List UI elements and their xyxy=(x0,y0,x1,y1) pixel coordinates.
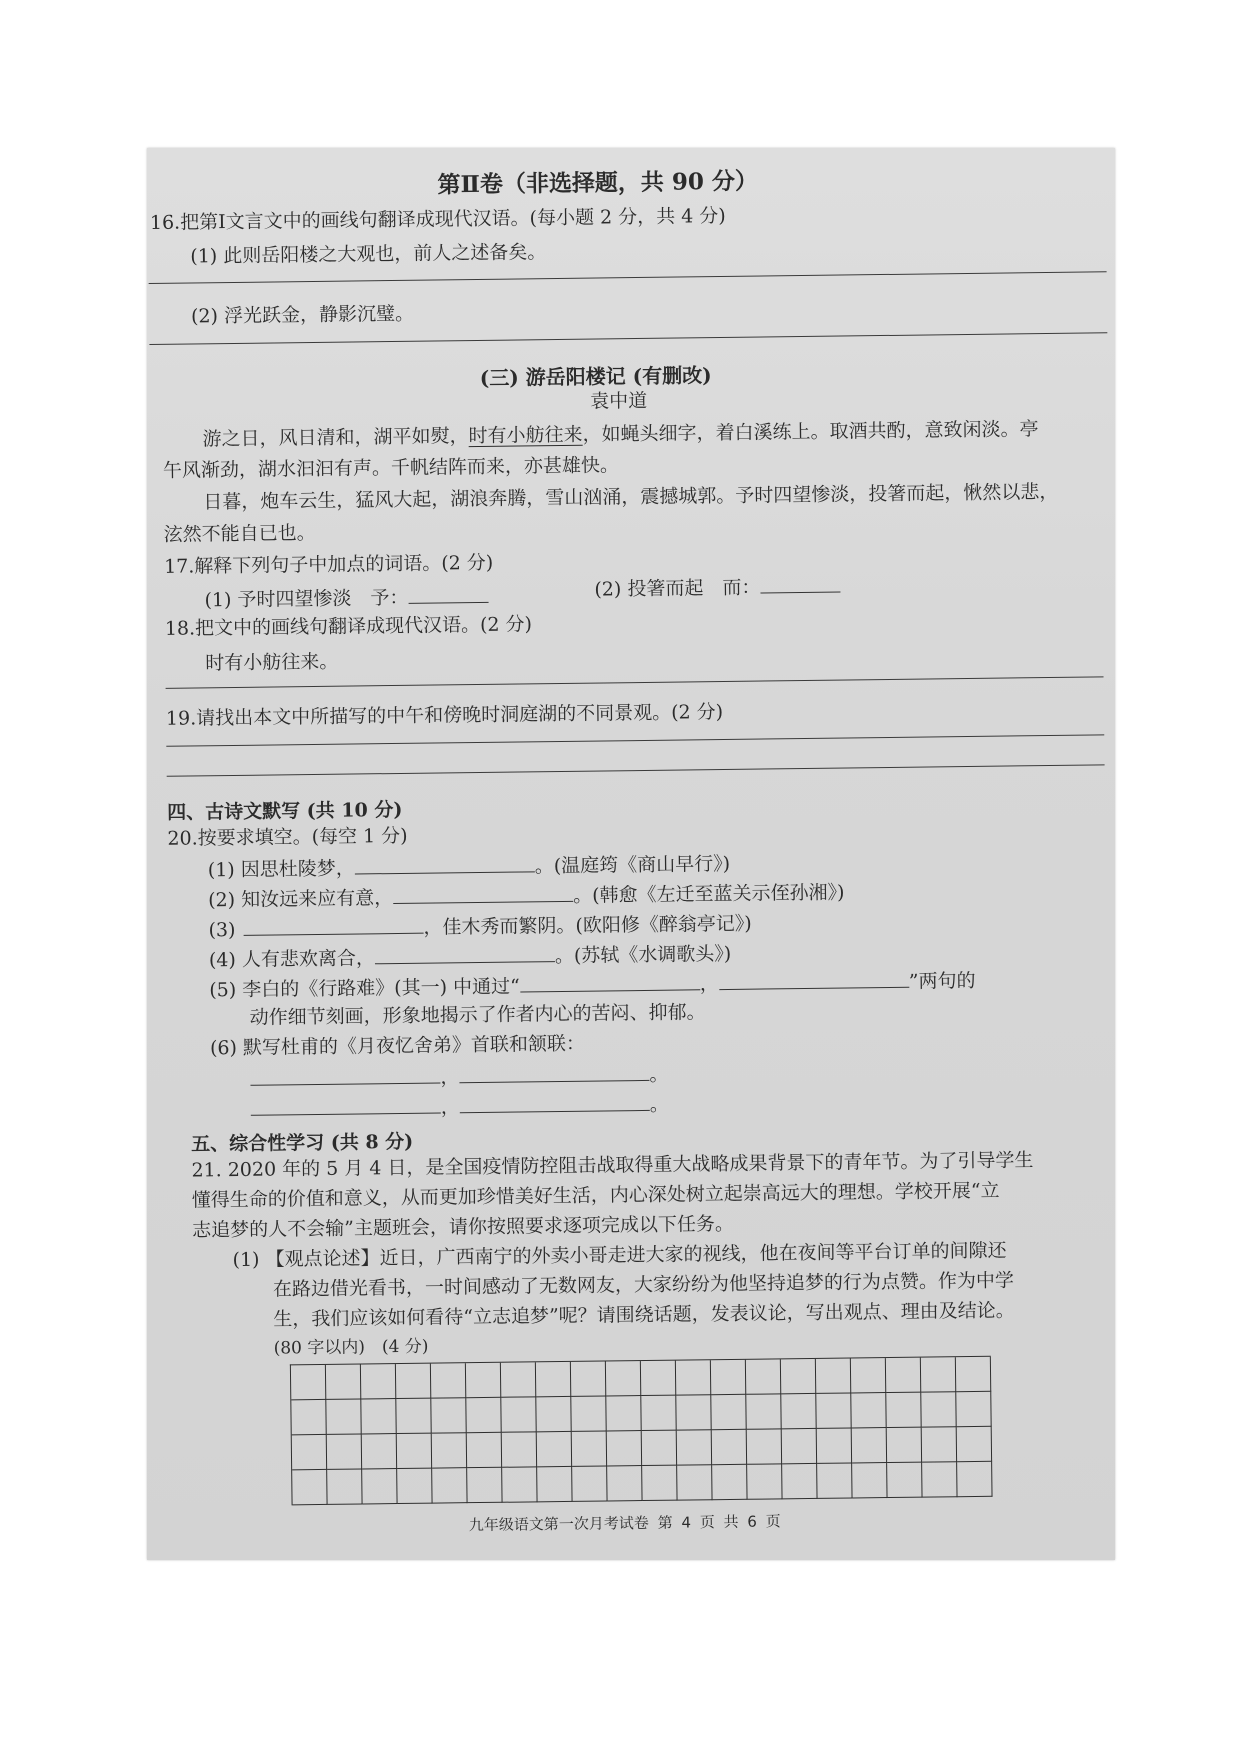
passage-p1-text-b: ，如蝇头细字，着白溪练上。取酒共酌，意致闲淡。亭 xyxy=(582,418,1039,446)
footer-page-label-a: 第 xyxy=(657,1513,673,1532)
section-title: 第Ⅱ卷（非选择题，共 90 分） xyxy=(437,167,759,199)
q17-item-2 xyxy=(594,574,840,602)
grid-cell[interactable] xyxy=(326,1364,361,1399)
q17-item-1 xyxy=(204,584,488,612)
answer-writing-grid[interactable] xyxy=(290,1356,993,1506)
passage-title: (三) 游岳阳楼记 (有删改) xyxy=(479,363,712,390)
q16-stem: 16.把第Ⅰ文言文中的画线句翻译成现代汉语。(每小题 2 分，共 4 分) xyxy=(149,204,726,234)
exam-paper xyxy=(147,148,1115,1560)
page-footer xyxy=(469,1510,785,1535)
q20-stem: 20.按要求填空。(每空 1 分) xyxy=(167,824,408,850)
footer-exam-name: 九年级语文第一次月考试卷 xyxy=(468,1513,649,1535)
grid-cell[interactable] xyxy=(466,1398,501,1433)
grid-cell[interactable] xyxy=(606,1361,641,1396)
grid-cell[interactable] xyxy=(326,1399,361,1434)
grid-cell[interactable] xyxy=(572,1431,607,1466)
grid-cell[interactable] xyxy=(292,1435,327,1470)
grid-cell[interactable] xyxy=(676,1360,711,1395)
q20-blank-5a[interactable] xyxy=(520,971,700,992)
grid-cell[interactable] xyxy=(397,1434,432,1469)
grid-cell[interactable] xyxy=(362,1434,397,1469)
q21-line-1: 21. 2020 年的 5 月 4 日，是全国疫情防控阻击战取得重大战略成果背景下的青年节。为了引导学生 xyxy=(191,1149,1034,1182)
q20-row1-comma: ， xyxy=(440,1066,460,1089)
grid-cell[interactable] xyxy=(886,1393,921,1428)
grid-cell[interactable] xyxy=(852,1428,887,1463)
q20-blank-6c[interactable] xyxy=(251,1094,441,1115)
grid-cell[interactable] xyxy=(642,1431,677,1466)
q20-item-1-b: 。(温庭筠《商山早行》) xyxy=(534,852,731,878)
q20-item-2-b: 。(韩愈《左迁至蓝关示侄孙湘》) xyxy=(573,881,845,907)
q17-item-1-text: (1) 予时四望惨淡 予： xyxy=(204,586,409,612)
grid-cell[interactable] xyxy=(747,1464,782,1499)
footer-page-number: 4 xyxy=(681,1513,692,1532)
q16-item-2: (2) 浮光跃金，静影沉璧。 xyxy=(190,302,415,328)
q21-sub1-line-3: 生，我们应该如何看待“立志追梦”呢？请围绕话题，发表议论，写出观点、理由及结论。 xyxy=(273,1299,1015,1331)
q20-item-1 xyxy=(208,851,731,882)
grid-cell[interactable] xyxy=(396,1399,431,1434)
q20-item-6: (6) 默写杜甫的《月夜忆舍弟》首联和颔联： xyxy=(209,1032,586,1060)
q19-answer-line-2 xyxy=(167,764,1105,776)
grid-cell[interactable] xyxy=(851,1358,886,1393)
q17-blank-2[interactable] xyxy=(760,574,840,594)
q20-item-5-line2: 动作细节刻画，形象地揭示了作者内心的苦闷、抑郁。 xyxy=(249,1001,706,1029)
grid-cell[interactable] xyxy=(327,1434,362,1469)
grid-cell[interactable] xyxy=(746,1394,781,1429)
q20-blank-1[interactable] xyxy=(355,853,535,874)
q16-answer-line-1 xyxy=(149,271,1107,284)
q18-sentence: 时有小舫往来。 xyxy=(205,650,339,675)
passage-p1-line1 xyxy=(202,418,1038,451)
footer-total-label-a: 共 xyxy=(723,1512,739,1532)
grid-cell[interactable] xyxy=(851,1393,886,1428)
grid-cell[interactable] xyxy=(501,1362,536,1397)
q20-item-5-c: ”两句的 xyxy=(908,969,976,993)
q20-row1-period: 。 xyxy=(649,1063,669,1086)
passage-p1-line2: 午风渐劲，湖水汩汩有声。千帆结阵而来，亦甚雄快。 xyxy=(162,454,620,482)
exam-content xyxy=(147,148,1115,1560)
q21-sub1-line-1: (1) 【观点论述】近日，广西南宁的外卖小哥走进大家的视线，他在夜间等平台订单的间隙还 xyxy=(232,1239,1007,1272)
q20-blank-3[interactable] xyxy=(243,915,423,936)
grid-cell[interactable] xyxy=(536,1397,571,1432)
footer-total-label-b: 页 xyxy=(765,1512,781,1531)
grid-cell[interactable] xyxy=(852,1463,887,1498)
q20-blank-5b[interactable] xyxy=(719,969,909,990)
grid-cell[interactable] xyxy=(536,1362,571,1397)
q19-answer-line-1 xyxy=(166,734,1104,746)
q17-blank-1[interactable] xyxy=(408,584,488,604)
q17-item-2-text: (2) 投箸而起 而： xyxy=(594,576,761,601)
section4-title: 四、古诗文默写 (共 10 分) xyxy=(166,798,403,824)
grid-cell[interactable] xyxy=(746,1359,781,1394)
grid-cell[interactable] xyxy=(747,1429,782,1464)
grid-cell[interactable] xyxy=(677,1465,712,1500)
grid-cell[interactable] xyxy=(397,1469,432,1504)
grid-cell[interactable] xyxy=(922,1462,957,1497)
grid-cell[interactable] xyxy=(887,1428,922,1463)
grid-cell[interactable] xyxy=(572,1466,607,1501)
grid-cell[interactable] xyxy=(432,1433,467,1468)
grid-cell[interactable] xyxy=(361,1364,396,1399)
grid-cell[interactable] xyxy=(291,1400,326,1435)
grid-cell[interactable] xyxy=(537,1467,572,1502)
q20-item-3 xyxy=(208,911,752,942)
q16-answer-line-2 xyxy=(149,332,1107,345)
grid-cell[interactable] xyxy=(781,1394,816,1429)
q20-item-3-a: (3) xyxy=(208,918,236,942)
grid-cell[interactable] xyxy=(291,1365,326,1400)
q21-sub1-line-2: 在路边借光看书，一时间感动了无数网友，大家纷纷为他坚持追梦的行为点赞。作为中学 xyxy=(272,1269,1015,1301)
grid-cell[interactable] xyxy=(327,1469,362,1504)
q20-row2-period: 。 xyxy=(649,1093,669,1116)
q20-item-4-b: 。(苏轼《水调歌头》) xyxy=(554,942,732,968)
passage-p2-line1: 日暮，炮车云生，猛风大起，湖浪奔腾，雪山汹涌，震撼城郭。予时四望惨淡，投箸而起，愀然以悲， xyxy=(203,480,1059,514)
grid-cell[interactable] xyxy=(816,1393,851,1428)
passage-p2-line2: 泫然不能自已也。 xyxy=(163,521,316,546)
grid-cell[interactable] xyxy=(607,1431,642,1466)
q20-item-1-a: (1) 因思杜陵梦， xyxy=(207,857,355,882)
q20-blank-4[interactable] xyxy=(375,943,555,964)
footer-total-number: 6 xyxy=(747,1512,757,1531)
q20-blank-2[interactable] xyxy=(393,883,573,904)
grid-cell[interactable] xyxy=(292,1470,327,1505)
q21-sub1-limit: (80 字以内) (4 分) xyxy=(273,1336,429,1359)
grid-cell[interactable] xyxy=(362,1469,397,1504)
q20-item-6-row1 xyxy=(250,1062,668,1092)
grid-cell[interactable] xyxy=(676,1395,711,1430)
grid-cell[interactable] xyxy=(642,1466,677,1501)
grid-cell[interactable] xyxy=(467,1433,502,1468)
q20-item-2 xyxy=(208,880,845,913)
grid-cell[interactable] xyxy=(641,1361,676,1396)
grid-cell[interactable] xyxy=(956,1392,991,1427)
grid-cell[interactable] xyxy=(887,1463,922,1498)
grid-cell[interactable] xyxy=(781,1359,816,1394)
grid-cell[interactable] xyxy=(571,1361,606,1396)
q20-item-3-b: ，佳木秀而繁阴。(欧阳修《醉翁亭记》) xyxy=(423,912,752,939)
grid-cell[interactable] xyxy=(956,1357,991,1392)
q20-item-2-a: (2) 知汝远来应有意， xyxy=(208,887,394,912)
grid-cell[interactable] xyxy=(606,1396,641,1431)
grid-cell[interactable] xyxy=(396,1364,431,1399)
q20-item-4-a: (4) 人有悲欢离合， xyxy=(208,947,376,972)
grid-cell[interactable] xyxy=(782,1464,817,1499)
grid-cell[interactable] xyxy=(816,1358,851,1393)
q21-line-3: 志追梦的人不会输”主题班会，请你按照要求逐项完成以下任务。 xyxy=(192,1212,735,1242)
grid-cell[interactable] xyxy=(502,1432,537,1467)
q20-item-6-row2 xyxy=(251,1092,669,1122)
q20-item-4 xyxy=(209,941,732,972)
grid-cell[interactable] xyxy=(537,1432,572,1467)
grid-cell[interactable] xyxy=(957,1427,992,1462)
q19-stem: 19.请找出本文中所描写的中午和傍晚时洞庭湖的不同景观。(2 分) xyxy=(165,701,724,730)
footer-page-label-b: 页 xyxy=(699,1513,715,1532)
q18-answer-line xyxy=(166,676,1104,688)
grid-cell[interactable] xyxy=(782,1429,817,1464)
grid-cell[interactable] xyxy=(431,1398,466,1433)
grid-cell[interactable] xyxy=(467,1468,502,1503)
grid-cell[interactable] xyxy=(361,1399,396,1434)
q20-item-5 xyxy=(209,968,976,1002)
passage-p1-text-a: 游之日，风日清和，湖平如熨， xyxy=(202,425,469,451)
grid-cell[interactable] xyxy=(501,1397,536,1432)
q18-stem: 18.把文中的画线句翻译成现代汉语。(2 分) xyxy=(164,613,533,640)
q20-blank-6d[interactable] xyxy=(460,1092,650,1113)
q16-item-1: (1) 此则岳阳楼之大观也，前人之述备矣。 xyxy=(190,241,547,268)
grid-cell[interactable] xyxy=(712,1430,747,1465)
grid-cell[interactable] xyxy=(921,1392,956,1427)
grid-cell[interactable] xyxy=(711,1360,746,1395)
passage-author: 袁中道 xyxy=(589,389,648,413)
grid-cell[interactable] xyxy=(712,1465,747,1500)
q20-row2-comma: ， xyxy=(440,1096,460,1119)
q21-line-2: 懂得生命的价值和意义，从而更加珍惜美好生活，内心深处树立起崇高远大的理想。学校开展“立 xyxy=(191,1179,1000,1212)
grid-cell[interactable] xyxy=(921,1357,956,1392)
grid-cell[interactable] xyxy=(817,1463,852,1498)
grid-cell[interactable] xyxy=(957,1462,992,1497)
grid-cell[interactable] xyxy=(571,1396,606,1431)
grid-cell[interactable] xyxy=(886,1358,921,1393)
grid-cell[interactable] xyxy=(431,1363,466,1398)
grid-cell[interactable] xyxy=(641,1396,676,1431)
grid-cell[interactable] xyxy=(502,1467,537,1502)
q17-stem: 17.解释下列句子中加点的词语。(2 分) xyxy=(163,551,494,578)
q20-item-5-a: (5) 李白的《行路难》(其一) 中通过“ xyxy=(209,975,520,1002)
grid-cell[interactable] xyxy=(432,1468,467,1503)
section5-title: 五、综合性学习 (共 8 分) xyxy=(191,1130,414,1156)
q20-blank-6a[interactable] xyxy=(250,1064,440,1085)
passage-underlined-sentence: 时有小舫往来 xyxy=(468,423,583,448)
grid-cell[interactable] xyxy=(466,1363,501,1398)
q20-blank-6b[interactable] xyxy=(459,1062,649,1083)
grid-cell[interactable] xyxy=(711,1395,746,1430)
grid-cell[interactable] xyxy=(922,1427,957,1462)
q20-item-5-comma: ， xyxy=(699,973,719,996)
grid-cell[interactable] xyxy=(607,1466,642,1501)
grid-cell[interactable] xyxy=(677,1430,712,1465)
grid-cell[interactable] xyxy=(817,1428,852,1463)
